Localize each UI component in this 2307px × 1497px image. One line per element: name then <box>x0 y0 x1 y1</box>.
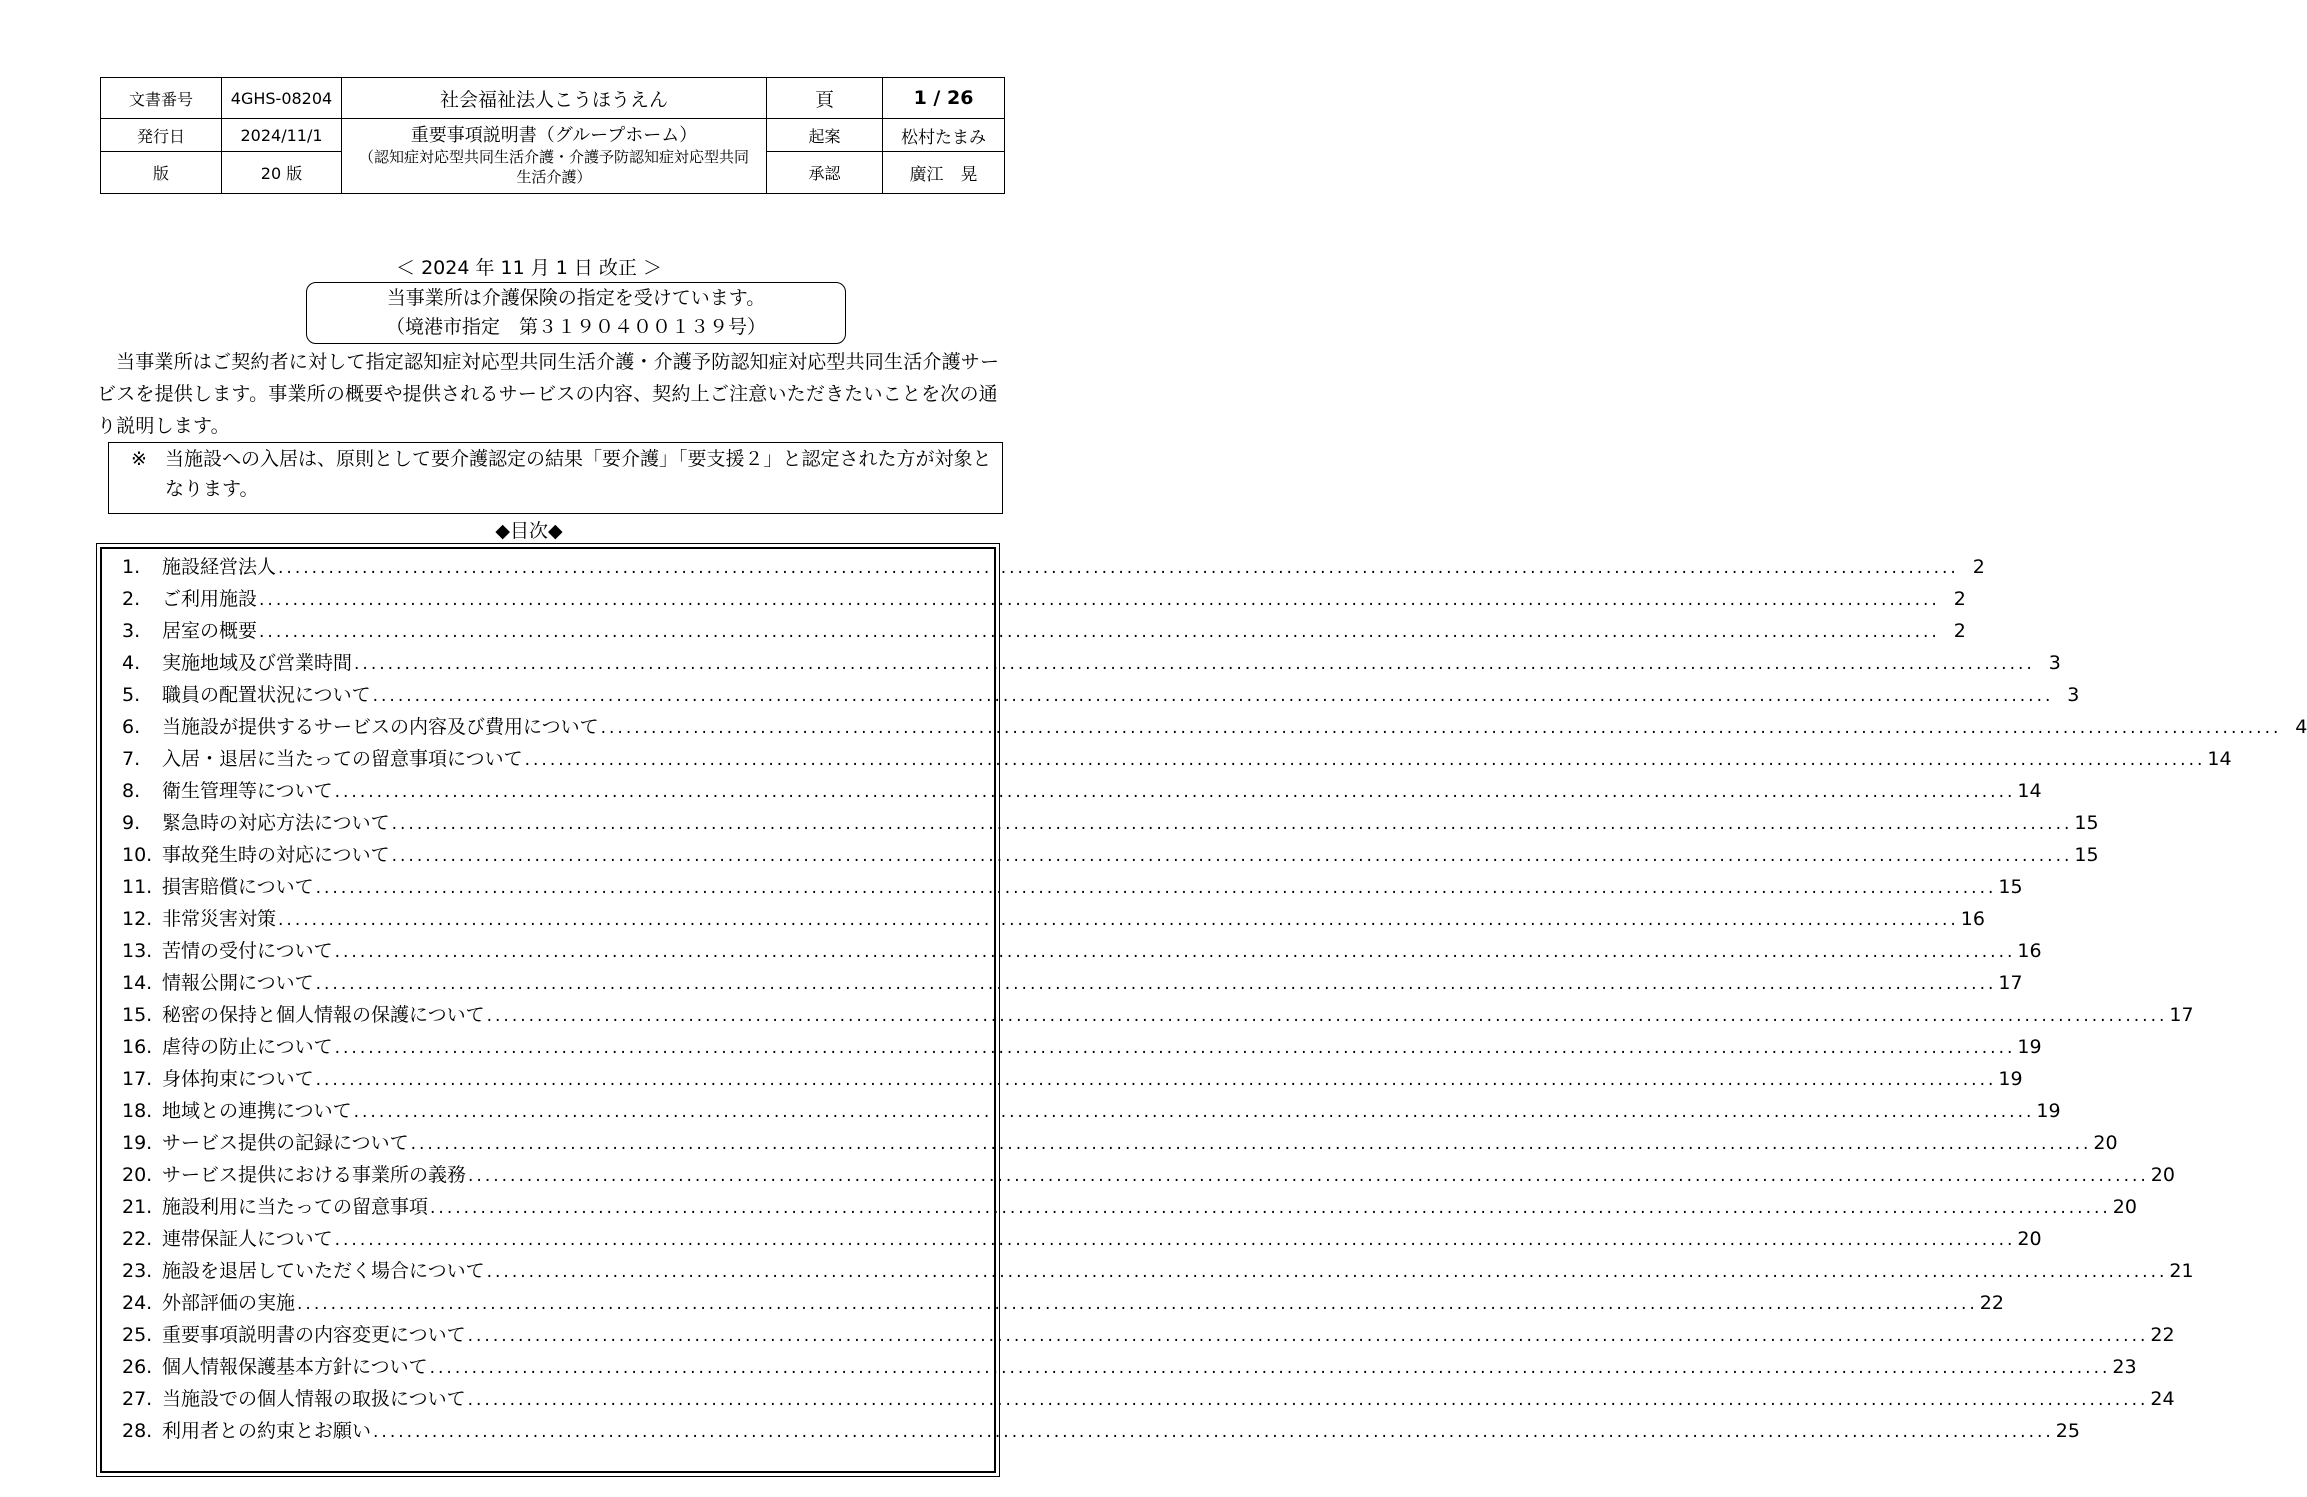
toc-item-title: 施設経営法人 <box>162 556 277 578</box>
doc-number-label: 文書番号 <box>101 78 222 119</box>
toc-item-number: 4. <box>122 652 141 674</box>
toc-item-title: 虐待の防止について <box>162 1036 333 1058</box>
toc-item-title: 情報公開について <box>162 972 314 994</box>
toc-list <box>122 551 2307 1447</box>
toc-item-number: 14. <box>122 972 153 994</box>
toc-item-title: 身体拘束について <box>162 1068 314 1090</box>
toc-item-number: 22. <box>122 1228 153 1250</box>
intro-paragraph: 当事業所はご契約者に対して指定認知症対応型共同生活介護・介護予防認知症対応型共同生活介護サービスを提供します。事業所の概要や提供されるサービスの内容、契約上ご注意いただきたいことを次の通り説明します。 <box>97 351 1000 437</box>
toc-item-title: 重要事項説明書の内容変更について <box>162 1324 466 1346</box>
toc-item-title: 実施地域及び営業時間 <box>162 652 353 674</box>
toc-item-title: 居室の概要 <box>162 620 258 642</box>
toc-item[interactable] <box>122 1383 2175 1415</box>
toc-item-title: 秘密の保持と個人情報の保護について <box>162 1004 485 1026</box>
table-of-contents <box>96 543 2307 1477</box>
note-mark: ※ <box>131 448 147 470</box>
toc-item-title: ご利用施設 <box>162 588 258 610</box>
toc-item-number: 6. <box>122 716 141 738</box>
designation-box <box>306 282 846 344</box>
toc-item-title: 緊急時の対応方法について <box>162 812 390 834</box>
toc-inner-frame <box>100 547 2307 1473</box>
toc-item-number: 25. <box>122 1324 153 1346</box>
toc-item-page: 19 <box>2036 1100 2061 1122</box>
toc-heading: ◆目次◆ <box>495 520 563 542</box>
issue-date: 2024/11/1 <box>222 119 342 152</box>
toc-item-page: 16 <box>2017 940 2042 962</box>
toc-item-page: 22 <box>1979 1292 2004 1314</box>
toc-item-page: 2 <box>1953 620 1966 642</box>
toc-item[interactable] <box>122 1063 2023 1095</box>
toc-dot-leader: ........................................................................................................................................................................................................ <box>315 974 1997 994</box>
toc-dot-leader: ........................................................................................................................................................................................................ <box>391 814 2073 834</box>
toc-item[interactable] <box>122 679 2080 711</box>
toc-item-page: 2 <box>1953 588 1966 610</box>
toc-item-page: 24 <box>2150 1388 2175 1410</box>
toc-item[interactable] <box>122 775 2042 807</box>
toc-item[interactable] <box>122 935 2042 967</box>
toc-item-page: 20 <box>2017 1228 2042 1250</box>
toc-item[interactable] <box>122 1191 2137 1223</box>
toc-item[interactable] <box>122 1127 2118 1159</box>
toc-dot-leader: ........................................................................................................................................................................................................ <box>315 878 1997 898</box>
toc-item-number: 17. <box>122 1068 153 1090</box>
document-header-table <box>100 77 1005 194</box>
toc-item-number: 3. <box>122 620 141 642</box>
toc-item-number: 27. <box>122 1388 153 1410</box>
document-title <box>342 119 767 194</box>
toc-item-page: 4 <box>2295 716 2307 738</box>
issue-date-label: 発行日 <box>101 119 222 152</box>
toc-item-number: 1. <box>122 556 141 578</box>
toc-item-page: 20 <box>2150 1164 2175 1186</box>
toc-item[interactable] <box>122 1159 2175 1191</box>
toc-item-title: サービス提供における事業所の義務 <box>162 1164 467 1186</box>
toc-item-number: 10. <box>122 844 153 866</box>
toc-item-page: 3 <box>2048 652 2061 674</box>
toc-item[interactable] <box>122 551 1985 583</box>
doc-number: 4GHS-08204 <box>222 78 342 119</box>
toc-item-number: 15. <box>122 1004 153 1026</box>
toc-dot-leader: ........................................................................................................................................................................................................ <box>486 1262 2168 1282</box>
eligibility-note <box>108 442 1003 514</box>
toc-item[interactable] <box>122 615 1966 647</box>
toc-item-number: 18. <box>122 1100 153 1122</box>
toc-dot-leader: ........................................................................................................................................................................................................ <box>259 590 1940 610</box>
toc-item-number: 9. <box>122 812 141 834</box>
toc-dot-leader: ........................................................................................................................................................................................................ <box>334 1038 2016 1058</box>
toc-item[interactable] <box>122 647 2061 679</box>
toc-item-title: 施設利用に当たっての留意事項 <box>162 1196 429 1218</box>
toc-dot-leader: ........................................................................................................................................................................................................ <box>524 750 2206 770</box>
toc-dot-leader: ........................................................................................................................................................................................................ <box>467 1390 2149 1410</box>
toc-item-number: 12. <box>122 908 153 930</box>
toc-dot-leader: ........................................................................................................................................................................................................ <box>430 1198 2111 1218</box>
toc-item[interactable] <box>122 1031 2042 1063</box>
approver-label: 承認 <box>767 152 883 194</box>
toc-item-number: 5. <box>122 684 141 706</box>
toc-dot-leader: ........................................................................................................................................................................................................ <box>354 654 2035 674</box>
toc-item[interactable] <box>122 1415 2080 1447</box>
organization-name: 社会福祉法人こうほうえん <box>342 78 767 119</box>
toc-dot-leader: ........................................................................................................................................................................................................ <box>372 686 2054 706</box>
toc-item-number: 8. <box>122 780 141 802</box>
toc-dot-leader: ........................................................................................................................................................................................................ <box>334 782 2016 802</box>
toc-item-number: 16. <box>122 1036 153 1058</box>
toc-item-title: 衛生管理等について <box>162 780 333 802</box>
toc-item-page: 25 <box>2055 1420 2080 1442</box>
toc-item[interactable] <box>122 1255 2194 1287</box>
version-label: 版 <box>101 152 222 194</box>
toc-dot-leader: ........................................................................................................................................................................................................ <box>410 1134 2092 1154</box>
toc-dot-leader: ........................................................................................................................................................................................................ <box>297 1294 1978 1314</box>
toc-item-title: 外部評価の実施 <box>162 1292 296 1314</box>
toc-item-page: 20 <box>2093 1132 2118 1154</box>
toc-item[interactable] <box>122 1319 2175 1351</box>
toc-item[interactable] <box>122 871 2023 903</box>
approver-name: 廣江 晃 <box>883 152 1005 194</box>
toc-item-page: 17 <box>1998 972 2023 994</box>
page-number: 1 / 26 <box>883 78 1005 119</box>
toc-item-page: 16 <box>1960 908 1985 930</box>
toc-item-title: 職員の配置状況について <box>162 684 371 706</box>
toc-item-number: 2. <box>122 588 141 610</box>
toc-item-page: 21 <box>2169 1260 2194 1282</box>
toc-item-title: 当施設での個人情報の取扱について <box>162 1388 466 1410</box>
toc-item[interactable] <box>122 903 1985 935</box>
toc-item-number: 28. <box>122 1420 153 1442</box>
toc-item[interactable] <box>122 743 2232 775</box>
toc-item-page: 19 <box>2017 1036 2042 1058</box>
toc-item[interactable] <box>122 807 2099 839</box>
designation-line-1: 当事業所は介護保険の指定を受けています。 <box>386 287 766 309</box>
toc-item-number: 20. <box>122 1164 153 1186</box>
toc-item-number: 26. <box>122 1356 153 1378</box>
version-value: 20 版 <box>222 152 342 194</box>
toc-item-page: 23 <box>2112 1356 2137 1378</box>
toc-item-page: 15 <box>2074 844 2099 866</box>
toc-item-title: 苦情の受付について <box>162 940 333 962</box>
toc-item[interactable] <box>122 967 2023 999</box>
toc-item-title: 施設を退居していただく場合について <box>162 1260 485 1282</box>
toc-item-page: 20 <box>2112 1196 2137 1218</box>
designation-line-2: （境港市指定 第３１９０４００１３９号） <box>385 316 766 338</box>
toc-dot-leader: ........................................................................................................................................................................................................ <box>391 846 2073 866</box>
toc-item-page: 3 <box>2067 684 2080 706</box>
toc-item-title: 事故発生時の対応について <box>162 844 390 866</box>
toc-dot-leader: ........................................................................................................................................................................................................ <box>486 1006 2168 1026</box>
revision-date: ＜ 2024 年 11 月 1 日 改正 ＞ <box>396 257 662 279</box>
toc-item-number: 11. <box>122 876 153 898</box>
toc-item-number: 7. <box>122 748 141 770</box>
toc-item-number: 24. <box>122 1292 153 1314</box>
toc-dot-leader: ........................................................................................................................................................................................................ <box>334 1230 2016 1250</box>
toc-item[interactable] <box>122 1351 2137 1383</box>
toc-item-number: 23. <box>122 1260 153 1282</box>
drafter-label: 起案 <box>767 119 883 152</box>
toc-item-page: 22 <box>2150 1324 2175 1346</box>
toc-item-number: 21. <box>122 1196 153 1218</box>
toc-item-page: 19 <box>1998 1068 2023 1090</box>
toc-dot-leader: ........................................................................................................................................................................................................ <box>278 910 1959 930</box>
toc-dot-leader: ........................................................................................................................................................................................................ <box>315 1070 1997 1090</box>
toc-dot-leader: ........................................................................................................................................................................................................ <box>467 1326 2149 1346</box>
toc-item[interactable] <box>122 1287 2004 1319</box>
toc-dot-leader: ........................................................................................................................................................................................................ <box>468 1166 2149 1186</box>
note-text: 当施設への入居は、原則として要介護認定の結果「要介護」「要支援２」と認定された方が対象となります。 <box>165 448 992 500</box>
toc-item-title: 地域との連携について <box>162 1100 352 1122</box>
drafter-name: 松村たまみ <box>883 119 1005 152</box>
toc-dot-leader: ........................................................................................................................................................................................................ <box>334 942 2016 962</box>
toc-item[interactable] <box>122 1223 2042 1255</box>
toc-item[interactable] <box>122 1095 2061 1127</box>
document-title-sub: （認知症対応型共同生活介護・介護予防認知症対応型共同生活介護） <box>358 148 749 186</box>
toc-dot-leader: ........................................................................................................................................................................................................ <box>278 558 1959 578</box>
toc-item[interactable] <box>122 839 2099 871</box>
toc-item-title: 損害賠償について <box>162 876 314 898</box>
toc-item[interactable] <box>122 999 2194 1031</box>
toc-dot-leader: ........................................................................................................................................................................................................ <box>373 1422 2054 1442</box>
toc-item-page: 15 <box>2074 812 2099 834</box>
toc-item-number: 13. <box>122 940 153 962</box>
toc-item-title: 連帯保証人について <box>162 1228 333 1250</box>
toc-item[interactable] <box>122 711 2307 743</box>
toc-item-page: 17 <box>2169 1004 2194 1026</box>
toc-dot-leader: ........................................................................................................................................................................................................ <box>353 1102 2035 1122</box>
toc-item-title: 非常災害対策 <box>162 908 277 930</box>
toc-dot-leader: ........................................................................................................................................................................................................ <box>600 718 2282 738</box>
toc-item-title: 当施設が提供するサービスの内容及び費用について <box>162 716 599 738</box>
page-label: 頁 <box>767 78 883 119</box>
toc-item-page: 14 <box>2017 780 2042 802</box>
toc-item[interactable] <box>122 583 1966 615</box>
toc-dot-leader: ........................................................................................................................................................................................................ <box>429 1358 2111 1378</box>
toc-item-title: サービス提供の記録について <box>162 1132 409 1154</box>
toc-item-page: 14 <box>2207 748 2232 770</box>
toc-dot-leader: ........................................................................................................................................................................................................ <box>259 622 1940 642</box>
toc-item-page: 2 <box>1972 556 1985 578</box>
document-title-main: 重要事項説明書（グループホーム） <box>410 125 698 146</box>
toc-item-title: 個人情報保護基本方針について <box>162 1356 428 1378</box>
toc-item-page: 15 <box>1998 876 2023 898</box>
toc-item-title: 利用者との約束とお願い <box>162 1420 372 1442</box>
toc-item-title: 入居・退居に当たっての留意事項について <box>162 748 523 770</box>
toc-item-number: 19. <box>122 1132 153 1154</box>
